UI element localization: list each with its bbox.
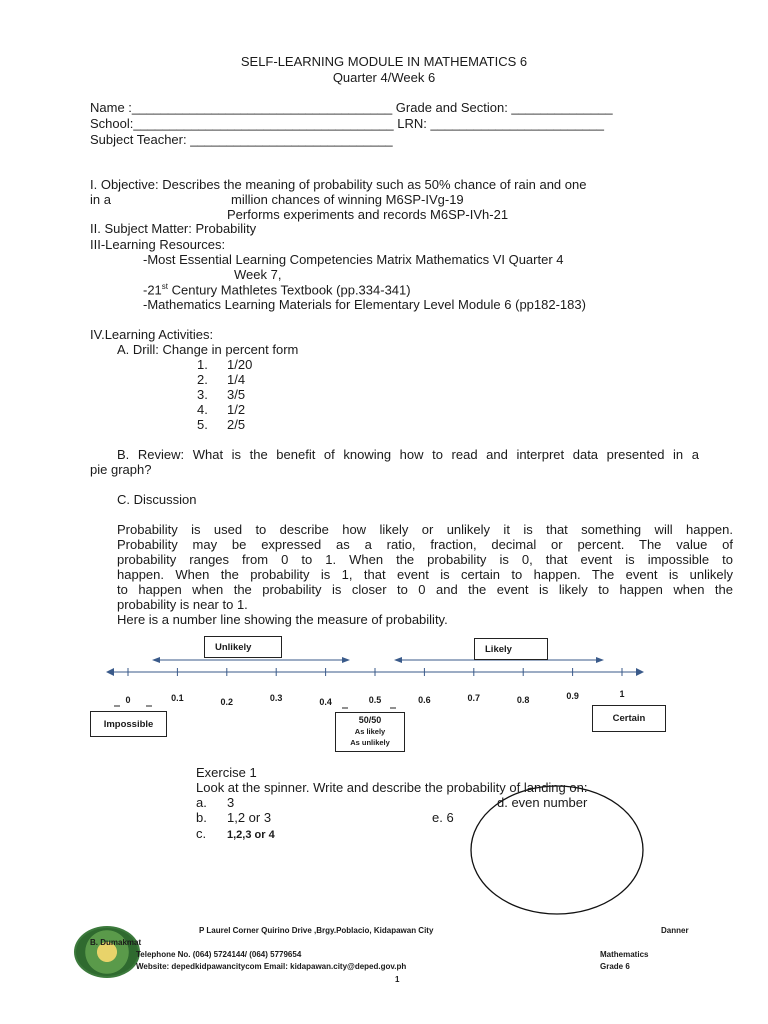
school-field-line[interactable]: School:____________________________________ LRN: ________________________ [90,116,605,131]
objective-line-2b: million chances of winning M6SP-IVg-19 [231,192,464,207]
subject-matter: II. Subject Matter: Probability [90,221,257,236]
exercise-item-e: e. 6 [432,810,454,825]
exercise-item-d: d. even number [497,795,588,810]
footer-address: P Laurel Corner Quirino Drive ,Brgy.Poblacio, Kidapawan City [199,926,434,935]
unlikely-label-box: Unlikely [204,636,282,658]
name-field-line[interactable]: Name :____________________________________ Grade and Section: ______________ [90,100,613,115]
exercise-item-c: c. 1,2,3 or 4 [196,826,275,841]
left-arrowhead [106,668,114,676]
drill-item: 4. 1/2 [197,402,246,417]
footer-telephone: Telephone No. (064) 5724144/ (064) 5779654 [136,950,302,959]
tick-label: 0.5 [368,695,382,705]
tick-label: 0.8 [516,695,530,705]
tick-label: 0 [125,695,131,705]
page-number: 1 [395,975,400,984]
tick-label: 0.4 [319,697,332,707]
discussion-line: probability ranges from 0 to 1. When the probability is 0, that event is impossible to [117,552,733,567]
tick-label: 0.6 [418,695,431,705]
likely-label-box: Likely [474,638,548,660]
drill-item: 3. 3/5 [197,387,246,402]
footer-subject: Mathematics [600,950,649,959]
tick-label: 0.1 [171,693,184,703]
objective-line-3: Performs experiments and records M6SP-IVh-21 [227,207,509,222]
right-arrowhead [636,668,644,676]
discussion-line: to happen when the probability is closer to 0 and the event is likely to happen when the [117,582,733,597]
discussion-line: Probability is used to describe how likely or unlikely it is that something will happen. [117,522,733,537]
drill-item: 5. 2/5 [197,417,246,432]
exercise-item-a: a. 3 [196,795,235,810]
discussion-line: Probability may be expressed as a ratio, fraction, decimal or percent. The value of [117,537,733,552]
discussion-heading: C. Discussion [117,492,197,507]
review-line-2: pie graph? [90,462,152,477]
drill-item: 2. 1/4 [197,372,246,387]
tick-label: 0.3 [269,693,283,703]
objective-line-2a: in a [90,192,111,207]
drill-heading: A. Drill: Change in percent form [117,342,299,357]
half-chance-box: 50/50 As likely As unlikely [335,712,405,752]
tick-label: 0.2 [220,697,234,707]
deped-seal-logo [74,926,140,978]
resource-item-1: -Most Essential Learning Competencies Matrix Mathematics VI Quarter 4 [143,252,564,267]
objective-line-1: I. Objective: Describes the meaning of probability such as 50% chance of rain and one [90,177,587,192]
tick-label: 0.7 [467,693,481,703]
exercise-item-b: b. 1,2 or 3 [196,810,272,825]
footer-website: Website: depedkidpawancitycom Email: kidapawan.city@deped.gov.ph [136,962,407,971]
drill-item: 1. 1/20 [197,357,253,372]
resources-heading: III-Learning Resources: [90,237,226,252]
tick-label: 0.9 [566,691,579,701]
footer-grade: Grade 6 [600,962,630,971]
impossible-box: Impossible [90,711,167,737]
number-line-intro: Here is a number line showing the measure of probability. [117,612,448,627]
discussion-line: probability is near to 1. [117,597,248,612]
certain-box: Certain [592,705,666,732]
page-subtitle: Quarter 4/Week 6 [332,70,436,85]
exercise-instruction: Look at the spinner. Write and describe the probability of landing on: [196,780,588,795]
page-title: SELF-LEARNING MODULE IN MATHEMATICS 6 [240,54,528,69]
exercise-title: Exercise 1 [196,765,257,780]
resource-item-2: -21st Century Mathletes Textbook (pp.334-341) [143,282,411,298]
teacher-field-line[interactable]: Subject Teacher: ____________________________ [90,132,393,147]
activities-heading: IV.Learning Activities: [90,327,214,342]
tick-label: 1 [619,689,625,699]
resource-item-3: -Mathematics Learning Materials for Elementary Level Module 6 (pp182-183) [143,297,586,312]
footer-author-first: Danner [661,926,689,935]
review-line-1: B. Review: What is the benefit of knowing how to read and interpret data presented in a [117,447,699,462]
footer-author-last: B. Dumakmat [90,938,142,947]
resource-item-1-cont: Week 7, [234,267,282,282]
discussion-line: happen. When the probability is 1, that event is certain to happen. The event is unlikely [117,567,733,582]
